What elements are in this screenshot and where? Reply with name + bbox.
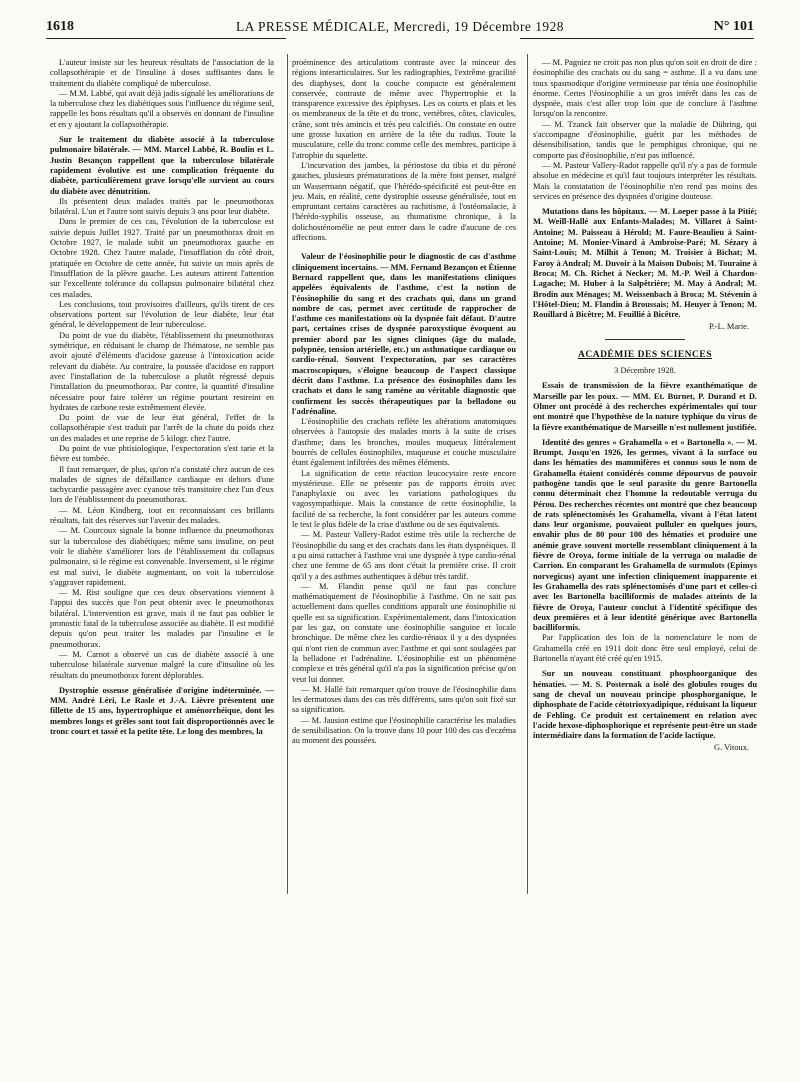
section-title: ACADÉMIE DES SCIENCES [577, 349, 713, 360]
article-heading: Sur le traitement du diabète associé à la tuberculose pulmonaire bilatérale. — MM. Marcel Labbé, R. Boulin et L. Justin Besançon rappellent que la tuberculose bilatérale rapidement évolutive est une complication fréquente du diabète, particulièrement grave lorsqu'elle survient au cours du diabète avec dénutrition. [50, 135, 274, 196]
paragraph: Il faut remarquer, de plus, qu'on n'a constaté chez aucun de ces malades de signes de défaillance cardiaque en dehors d'une tachycardie passagère avec cyanose très transitoire chez l'un d'eux lors de l'établissement du pneumothorax. [50, 464, 274, 505]
header-rule-right [520, 38, 754, 39]
paragraph: Dans le premier de ces cas, l'évolution de la tuberculose est suivie depuis Juillet 1927. Traité par un pneumothorax droit en Octobre 1927, le malade subit un pneumothorax gauche en Octobre 1928. Chez l'autre malade, l'insufflation du côté droit, pratiquée en Octobre de cette année, fut suivie un mois après de l'insufflation de la plèvre gauche. Les auteurs attirent l'attention sur l'excellente tolérance du collapsus pulmonaire bilatéral chez ces malades. [50, 217, 274, 299]
journal-title: LA PRESSE MÉDICALE, Mercredi, 19 Décembre 1928 [236, 19, 564, 34]
paragraph: L'éosinophilie des crachats reflète les altérations anatomiques observées à l'autopsie des malades morts à la suite de crises d'asthme; dans les bronches, moules muqueux littéralement bourrés de cellules éosinophiles, muqueuse et couche musculaire étant également infiltrées des mêmes éléments. [292, 417, 516, 468]
paragraph: — M. Carnot a observé un cas de diabète associé à une tuberculose bilatérale survenue malgré la cure d'insuline où les résultats du pneumothorax furent déplorables. [50, 649, 274, 680]
issue-number: N° 101 [713, 19, 754, 34]
paragraph: — M. Hallé fait remarquer qu'on trouve de l'éosinophilie dans les dermatoses dans des cas très différents, sans qu'on soit fixé sur sa signification. [292, 684, 516, 715]
paragraph: Les conclusions, tout provisoires d'ailleurs, qu'ils tirent de ces observations portent sur l'évolution de leur diabète, leur état général, le développement de leur tuberculose. [50, 299, 274, 330]
article-heading: Sur un nouveau constituant phosphoorganique des hématies. — M. S. Posternak a isolé des globules rouges du sang de cheval un nouveau principe phosphorganique, le diphosphate de l'acide cétotrioxyadipique, réduisant la liqueur de Fehling. Ce produit est certainement en relation avec l'acide hexose-diphosphorique et représente peut-être un stade intermédiaire dans la formation de l'acide lactique. [533, 669, 757, 741]
paragraph: proéminence des articulations contraste avec la minceur des régions interarticulaires. Sur les radiographies, l'extrême gracilité des diaphyses, dont la couche compacte est généralement conservée, contraste de même avec l'hypertrophie et la transparence excessive des épiphyses. Les os courts et plats et les os membraneux de la tête et du tronc, vertèbres, côtes, clavicules, crâne, sont très amincis et très peu calcifiés. On constate en outre une grosse luxation en arrière de la tête du radius. Toute la musculature, celle du tronc comme celle des membres, participe à l'atrophie du squelette. [292, 58, 516, 160]
column-separator [287, 54, 288, 894]
paragraph: Par l'application des lois de la nomenclature le nom de Grahamella créé en 1911 doit donc être seul employé, celui de Bartonella n'ayant été créé qu'en 1915. [533, 633, 757, 664]
article-heading: Valeur de l'éosinophilie pour le diagnostic de cas d'asthme cliniquement incertains. — MM. Fernand Bezançon et Étienne Bernard rappellent que, dans les manifestations cliniques appelées équivalents de l'asthme, c'est la notion de l'éosinophilie du sang et des crachats qui, dans un grand nombre de cas, permet avec certitude de rapprocher de l'asthme ces manifestations où la dyspnée fait défaut. D'autre part, certaines crises de dyspnée paroxystique évoquent au premier abord par les signes cliniques (âge du malade, polypnée, tension artérielle, etc.) un asthmatique cardiaque ou cardio-rénal. Souvent l'expectoration, par ses caractères macroscopiques, s'éloigne beaucoup de l'aspect classique décrit dans l'asthme. La présence des éosinophiles dans les crachats et dans le sang ramène au véritable diagnostic que confirment les succès thérapeutiques par la belladone ou l'adrénaline. [292, 252, 517, 416]
column-separator [527, 54, 528, 894]
paragraph: Ils présentent deux malades traités par le pneumothorax bilatéral. L'un et l'autre sont suivis depuis 3 ans pour leur diabète. [50, 196, 274, 217]
column-1 [50, 58, 274, 737]
column-2 [292, 58, 516, 747]
article-heading: Mutations dans les hôpitaux. — M. Loeper passe à la Pitié; M. Weill-Hallé aux Enfants-Malades; M. Villaret à Saint-Antoine; M. Paisseau à Hérold; M. Faure-Beaulieu à Saint-Antoine; M. Monier-Vinard à Ambroise-Paré; M. Sézary à Saint-Louis; M. Milhit à Tenon; M. Troisier à Bichat; M. Faroy à Andral; M. Duvoir à la Maison Dubois; M. Touraine à Broca; M. Ch. Richet à Necker; M. M.-P. Weil à Chardon-Lagache; M. Huber à la Salpêtrière; M. May à Andral; M. Brodin aux Ménages; M. Weissenbach à Broca; M. Stévenin à l'Hôtel-Dieu; M. Flandin à Broussais; M. Heuyer à Tenon; M. Rouillard à Bicêtre; M. Feuillié à Bicêtre. [533, 207, 757, 320]
article-heading: Dystrophie osseuse généralisée d'origine indéterminée. — MM. André Léri, Le Rasle et J.-A. Lièvre présentent une fillette de 15 ans, hypertrophique et aménorrhéique, dont les membres longs et grêles sont tout fait disproportionnés avec le tronc court et tassé et la petite tête. Le long des membres, la [50, 685, 274, 736]
paragraph: L'auteur insiste sur les heureux résultats de l'association de la collapsothérapie et de l'insuline à doses suffisantes dans le traitement du diabète compliqué de tuberculose. [50, 58, 274, 88]
column-3 [533, 58, 757, 754]
paragraph: — M. Pasteur Vallery-Radot estime très utile la recherche de l'éosinophilie du sang et des crachats dans les états dyspnéiques. Il a pu ainsi rattacher à l'asthme vrai une dyspnée à type cardio-rénal chez une femme de 65 ans dont c'était la première crise. Il croit qu'il y a des asthmes authentiques à début très tardif. [292, 530, 516, 581]
header-rule-left [46, 38, 286, 39]
paragraph: Du point de vue phtisiologique, l'expectoration s'est tarie et la fièvre est tombée. [50, 443, 274, 464]
paragraph: — M.M. Labbé, qui avait déjà jadis signalé les améliorations de la tuberculose chez les diabétiques sous l'influence du régime seul, rappelle les bons résultats qu'il a observés en donnant de l'insuline et en y ajoutant la collapsothérapie. [50, 88, 274, 129]
paragraph: — M. Jausion estime que l'éosinophilie caractérise les maladies de sensibilisation. On la trouve dans 10 pour 100 des cas d'eczéma au moment des poussées. [292, 715, 516, 746]
signature: P.-L. Marie. [708, 322, 749, 332]
page-number: 1618 [46, 19, 74, 34]
paragraph: Du point de vue de leur état général, l'effet de la collapsothérapie s'est traduit par l'arrêt de la chute du poids chez un des malades et une reprise de 5 kilogr. chez l'autre. [50, 413, 274, 443]
section-date: 3 Décembre 1928. [614, 366, 676, 376]
paragraph: — M. Rist souligne que ces deux observations viennent à l'appui des succès que l'on peut obtenir avec le pneumothorax bilatéral. L'intervention est grave, mais il ne faut pas oublier le pronostic fatal de la tuberculose associée au diabète. Il est modifié depuis qu'on peut traiter les malades par l'insuline et le pneumothorax. [50, 588, 274, 649]
signature: G. Vitoux. [714, 743, 749, 753]
paragraph: — M. Courcoux signale la bonne influence du pneumothorax sur la tuberculose des diabétiques; même sans insuline, on peut voir le diabète s'améliorer lors de l'établissement du collapsus pulmonaire, si le régime est convenable. Inversement, si le régime est mal suivi, le diabète augmentant, on voit la tuberculose s'aggraver rapidement. [50, 526, 274, 587]
paragraph: — M. Pasteur Vallery-Radot rappelle qu'il n'y a pas de formule absolue en médecine et qu'il faut toujours interpréter les résultats. Mais la constatation de l'éosinophilie n'en rend pas moins des services en présence des dyspnées d'origine douteuse. [533, 160, 757, 201]
paragraph: Du point de vue du diabète, l'établissement du pneumothorax symétrique, en réduisant le champ de l'hématose, ne semble pas avoir ajouté d'éléments d'acidose gazeuse à l'intoxication acide relevant du diabète. Au contraire, la poussée d'acidose en rapport avec l'installation de la tuberculose a plutôt régressé depuis l'installation du pneumothorax. Par contre, la quantité d'insuline nécessaire pour faire tolérer un régime pourtant restreint en hydrates de carbone reste extrêmement élevée. [50, 330, 274, 412]
section-divider [605, 339, 685, 340]
article-heading: Essais de transmission de la fièvre exanthématique de Marseille par les poux. — MM. Et. Burnet, P. Durand et D. Olmer ont procédé à des recherches expérimentales qui tour ont montré que l'hypothèse de la nature typhique du virus de la fièvre exanthématique de Marseille n'est nullement justifiée. [533, 381, 757, 432]
paragraph: — M. Flandin pense qu'il ne faut pas conclure mathématiquement de l'éosinophilie à l'asthme. On ne sait pas actuellement dans quelles conditions apparaît une éosinophilie ni quelle est sa signification. Expérimentalement, dans l'intoxication par les gaz, on constate une éosinophilie sanguine et locale bronchique. De même chez les cardio-rénaux il y a des dyspnées qui n'ont rien de commun avec l'asthme et qui sont soulagées par la belladone et l'adrénaline. L'éosinophilie est un phénomène complexe et très général qu'il n'a pas la signification précise qu'on veut lui donner. [292, 581, 516, 684]
paragraph: — M. Léon Kindberg, tout en reconnaissant ces brillants résultats, fait des réserves sur l'avenir des malades. [50, 505, 274, 526]
paragraph: L'incurvation des jambes, la périostose du tibia et du péroné gauches, plusieurs prématurations de la mère font penser, malgré un Wassermann négatif, que l'hérédo-spécificité est peut-être en jeu. Mais, en réalité, cette dystrophie osseuse généralisée, tout en empruntant certains caractères au rachitisme, à l'ostéomalacie, à l'hérédo-syphilis osseuse, au rhumatisme chronique, à la dolichosténomélie ne peut entrer dans le cadre d'aucune de ces affections. [292, 160, 516, 243]
paragraph: — M. Pagniez ne croit pas non plus qu'on soit en droit de dire : éosinophilie des crachats ou du sang = asthme. Il a vu dans une toux spasmodique d'origine vermineuse par ténia une éosinophilie énorme. Certes l'éosinophilie a un gros intérêt dans les cas de dyspnée, mais c'est aller trop loin que de conclure à l'asthme lorsqu'on la rencontre. [533, 58, 757, 119]
paragraph: La signification de cette réaction leucocytaire reste encore mystérieuse. Elle ne présente pas de rapports étroits avec l'anaphylaxie ou avec les variations pathologiques du vagosympathique. Mais la constance de cette éosinophilie, la facilité de sa recherche, la font considérer par les auteurs comme le test le plus fidèle de la crise d'asthme ou de ses équivalents. [292, 468, 516, 530]
paragraph: — M. Tzanck fait observer que la maladie de Dühring, qui s'accompagne d'éosinophilie, guérit par les méthodes de désensibilisation, tandis que le pemphigus chronique, qui ne comporte pas d'éosinophilie, n'est pas influencé. [533, 119, 757, 160]
article-heading: Identité des genres « Grahamella » et « Bartonella ». — M. Brumpt. Jusqu'en 1926, les germes, vivant à la surface ou dans les hématies des mammifères et connus sous le nom de Grahamella étaient considérés comme dépourvus de pouvoir pathogène tandis que le seul parasite du genre Bartonella connu déterminait chez l'homme la redoutable verruga du Pérou. Des recherches récentes ont montré que chez beaucoup de rats splénectomisés les Grahamella, vivant à l'état latent dans leur organisme, pouvaient pulluler en quelques jours, envahir plus de 80 pour 100 des hématies et produire une anémie grave souvent mortelle ressemblant cliniquement à la fièvre de Oroya, forme initiale de la verruga ou maladie de Carrion. En comparant les Grahamella de surmulots (Epimys norvegicus) ayant une infection cliniquement inapparente et les Grahamella des rats splénectomisés d'une part et celles-ci avec les Bartonella bacilliformis de malades atteints de la fièvre de Oroya, l'auteur conclut à l'identité spécifique des deux premières et à leur identité générique avec Bartonella bacilliformis. [533, 437, 757, 633]
